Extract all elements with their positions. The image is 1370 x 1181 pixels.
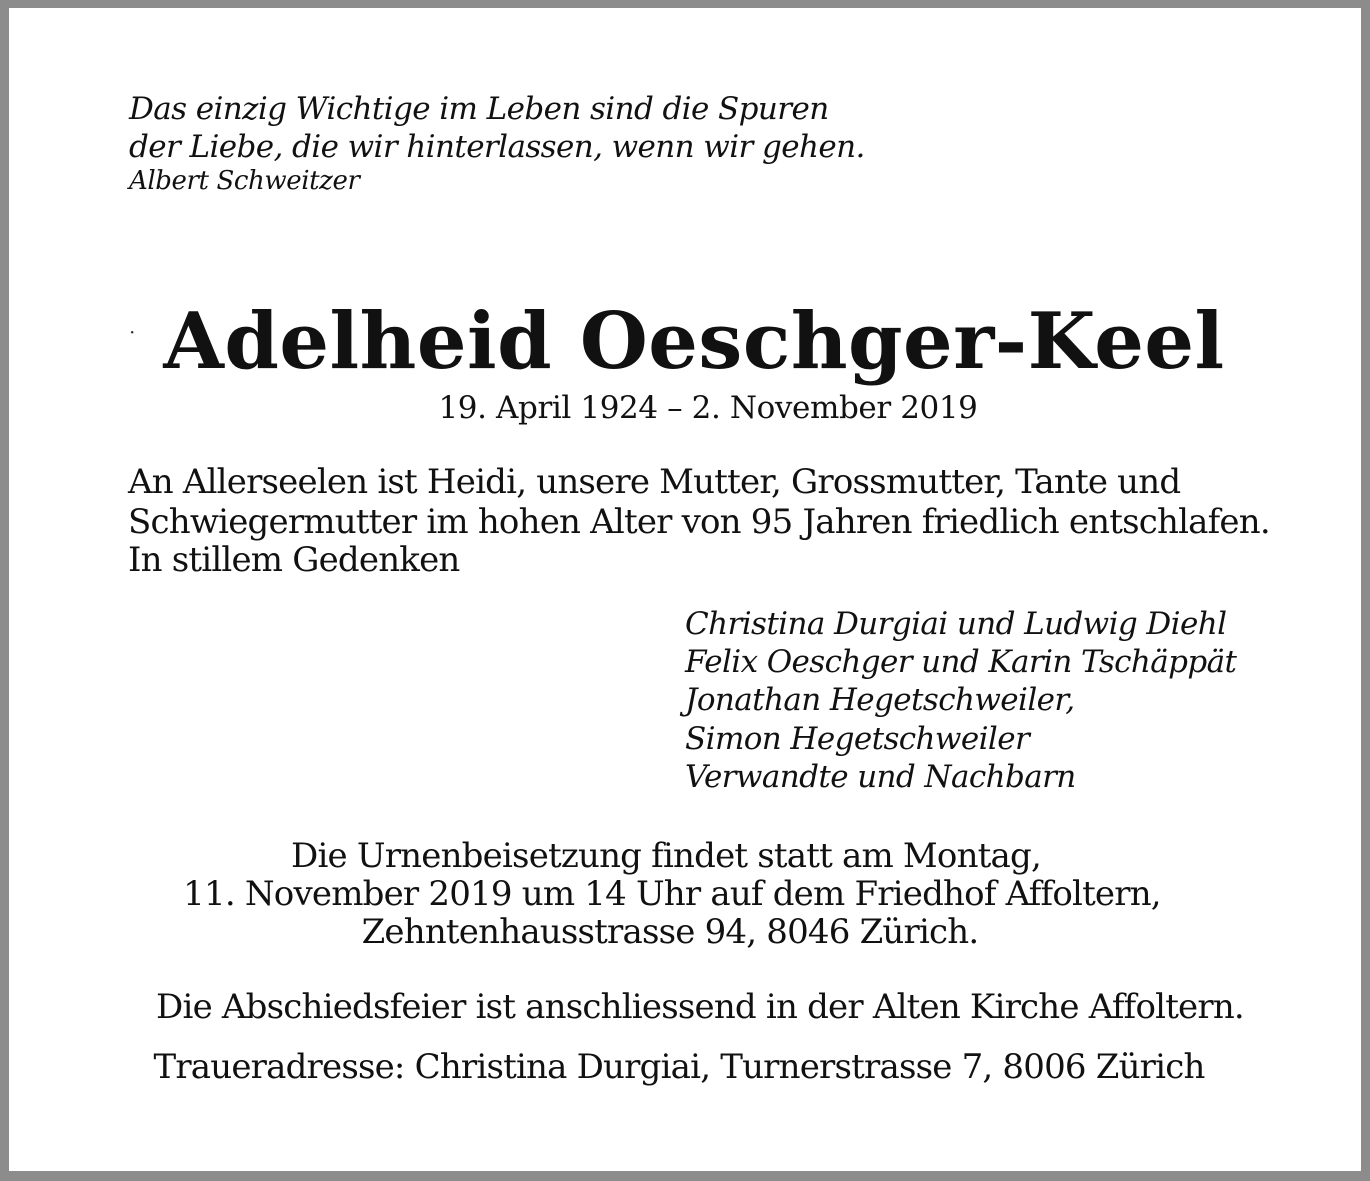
- marker-dot: ·: [129, 320, 136, 344]
- life-dates: 19. April 1924 – 2. November 2019: [438, 390, 978, 426]
- burial-line-1: Die Urnenbeisetzung findet statt am Montag,: [291, 836, 1041, 876]
- quote-author: Albert Schweitzer: [129, 166, 360, 196]
- deceased-name: Adelheid Oeschger-Keel: [163, 296, 1225, 387]
- mourner-line: Verwandte und Nachbarn: [685, 759, 1076, 795]
- quote-line-1: Das einzig Wichtige im Leben sind die Spuren: [129, 91, 829, 127]
- mourner-line: Christina Durgiai und Ludwig Diehl: [685, 606, 1227, 642]
- announcement-line-3: In stillem Gedenken: [128, 540, 460, 580]
- mourner-line: Felix Oeschger und Karin Tschäppät: [685, 644, 1237, 680]
- farewell-notice: Die Abschiedsfeier ist anschliessend in der Alten Kirche Affoltern.: [156, 987, 1244, 1027]
- burial-line-3: Zehntenhausstrasse 94, 8046 Zürich.: [361, 912, 979, 952]
- burial-line-2: 11. November 2019 um 14 Uhr auf dem Friedhof Affoltern,: [183, 874, 1161, 914]
- mourning-address: Traueradresse: Christina Durgiai, Turnerstrasse 7, 8006 Zürich: [153, 1047, 1205, 1087]
- mourner-line: Jonathan Hegetschweiler,: [685, 682, 1075, 718]
- mourner-line: Simon Hegetschweiler: [685, 721, 1030, 757]
- quote-line-2: der Liebe, die wir hinterlassen, wenn wir gehen.: [129, 129, 865, 165]
- announcement-line-1: An Allerseelen ist Heidi, unsere Mutter, Grossmutter, Tante und: [128, 462, 1181, 502]
- announcement-line-2: Schwiegermutter im hohen Alter von 95 Jahren friedlich entschlafen.: [128, 502, 1270, 542]
